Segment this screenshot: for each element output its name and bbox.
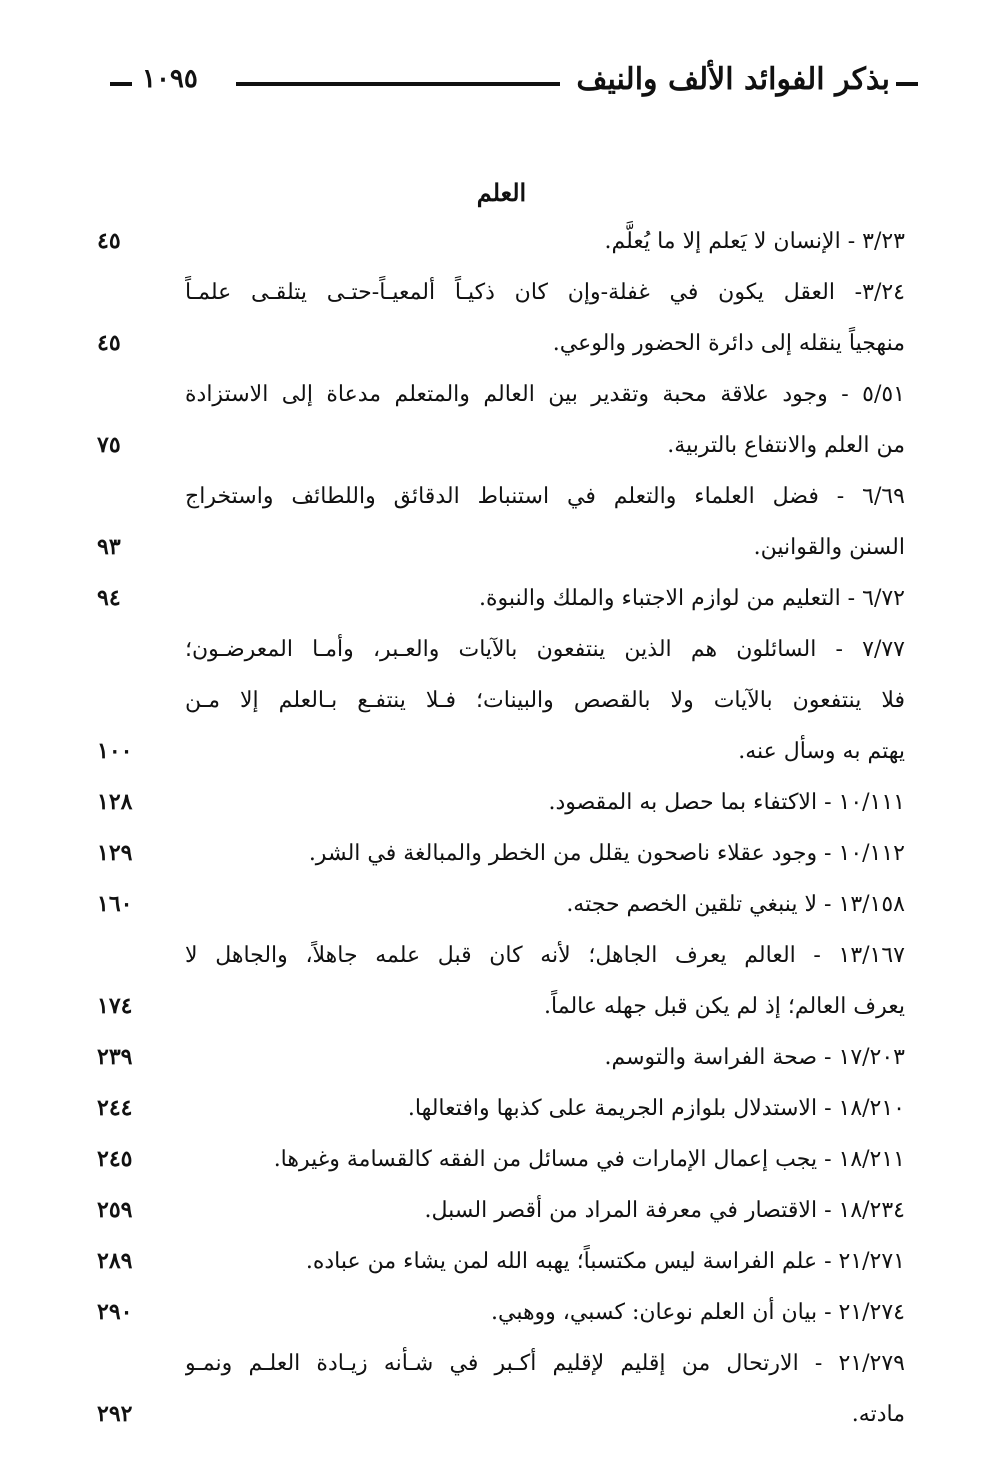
entry-text-line: ٢١/٢٧٤ - بيان أن العلم نوعان: كسبي، ووهبي. — [490, 1300, 905, 1325]
index-entry — [97, 777, 905, 828]
entry-page-number: ٢٤٥ — [97, 1146, 133, 1172]
entry-text-line: ١٣/١٥٨ - لا ينبغي تلقين الخصم حجته. — [566, 892, 905, 917]
index-entry — [97, 1338, 905, 1440]
running-header — [100, 62, 890, 102]
entry-page-number: ١٦٠ — [97, 891, 133, 917]
running-title: بذكر الفوائد الألف والنيف — [576, 62, 890, 97]
entry-page-number: ٤٥ — [97, 330, 121, 356]
entry-text-line: ٢١/٢٧١ - علم الفراسة ليس مكتسباً؛ يهبه الله لمن يشاء من عباده. — [305, 1249, 905, 1274]
entry-text-line: ١٠/١١٢ - وجود عقلاء ناصحون يقلل من الخطر والمبالغة في الشر. — [308, 841, 905, 866]
entry-text-line: ٢١/٢٧٩ - الارتحال من إقليم لإقليم أكـبر في شـأنه زيـادة العلـم ونمـو — [185, 1351, 905, 1376]
entry-text-line: منهجياً ينقله إلى دائرة الحضور والوعي. — [552, 331, 905, 356]
entry-page-number: ٧٥ — [97, 432, 121, 458]
entry-text-line: ٣/٢٣ - الإنسان لا يَعلم إلا ما يُعلَّم. — [604, 229, 905, 254]
entry-text-line: ٣/٢٤- العقل يكون في غفلة-وإن كان ذكيـاً ألمعيـاً-حتـى يتلقـى علمـاً — [185, 280, 905, 305]
entry-page-number: ٩٣ — [97, 534, 121, 560]
index-entry — [97, 369, 905, 471]
index-entry — [97, 1236, 905, 1287]
index-entry — [97, 267, 905, 369]
entry-page-number: ٢٩٢ — [97, 1401, 133, 1427]
entry-page-number: ٤٥ — [97, 228, 121, 254]
index-entries — [97, 216, 905, 1440]
entry-page-number: ٩٤ — [97, 585, 121, 611]
section-title: العلم — [476, 178, 527, 207]
index-entry — [97, 828, 905, 879]
entry-page-number: ١٢٩ — [97, 840, 133, 866]
index-entry — [97, 1185, 905, 1236]
index-entry — [97, 471, 905, 573]
entry-page-number: ١٢٨ — [97, 789, 133, 815]
index-entry — [97, 1032, 905, 1083]
entry-page-number: ٢٣٩ — [97, 1044, 133, 1070]
entry-text-line: ٥/٥١ - وجود علاقة محبة وتقدير بين العالم والمتعلم مدعاة إلى الاستزادة — [185, 382, 905, 407]
entry-text-line: ١٨/٢٣٤ - الاقتصار في معرفة المراد من أقصر السبل. — [424, 1198, 905, 1223]
entry-text-line: فلا ينتفعون بالآيات ولا بالقصص والبينات؛ فـلا ينتفـع بـالعلم إلا مـن — [185, 688, 905, 713]
entry-text-line: يهتم به وسأل عنه. — [738, 739, 905, 764]
entry-text-line: ١٠/١١١ - الاكتفاء بما حصل به المقصود. — [548, 790, 905, 815]
page-number: ١٠٩٥ — [142, 64, 198, 94]
index-entry — [97, 1083, 905, 1134]
entry-page-number: ٢٩٠ — [97, 1299, 133, 1325]
entry-text-line: مادته. — [851, 1402, 905, 1427]
entry-text-line: ١٣/١٦٧ - العالم يعرف الجاهل؛ لأنه كان قبل علمه جاهلاً، والجاهل لا — [185, 943, 905, 968]
entry-text-line: السنن والقوانين. — [753, 535, 905, 560]
entry-text-line: ٧/٧٧ - السائلون هم الذين ينتفعون بالآيات والعـبر، وأمـا المعرضـون؛ — [185, 637, 905, 662]
entry-page-number: ٢٨٩ — [97, 1248, 133, 1274]
index-entry — [97, 1287, 905, 1338]
index-entry — [97, 624, 905, 777]
entry-text-line: من العلم والانتفاع بالتربية. — [667, 433, 905, 458]
entry-page-number: ١٧٤ — [97, 993, 133, 1019]
index-entry — [97, 1134, 905, 1185]
entry-page-number: ١٠٠ — [97, 738, 133, 764]
entry-text-line: ١٨/٢١٠ - الاستدلال بلوازم الجريمة على كذبها وافتعالها. — [407, 1096, 905, 1121]
entry-text-line: ٦/٦٩ - فضل العلماء والتعلم في استنباط الدقائق واللطائف واستخراج — [185, 484, 905, 509]
header-dash-right — [896, 82, 918, 86]
entry-page-number: ٢٤٤ — [97, 1095, 133, 1121]
entry-text-line: ١٧/٢٠٣ - صحة الفراسة والتوسم. — [604, 1045, 905, 1070]
entry-text-line: ١٨/٢١١ - يجب إعمال الإمارات في مسائل من الفقه كالقسامة وغيرها. — [273, 1147, 905, 1172]
index-entry — [97, 930, 905, 1032]
index-entry — [97, 216, 905, 267]
index-entry — [97, 879, 905, 930]
entry-text-line: يعرف العالم؛ إذ لم يكن قبل جهله عالماً. — [544, 994, 905, 1019]
header-rule — [236, 82, 560, 86]
entry-page-number: ٢٥٩ — [97, 1197, 133, 1223]
entry-text-line: ٦/٧٢ - التعليم من لوازم الاجتباء والملك والنبوة. — [478, 586, 905, 611]
header-dash-left — [110, 82, 132, 86]
index-entry — [97, 573, 905, 624]
